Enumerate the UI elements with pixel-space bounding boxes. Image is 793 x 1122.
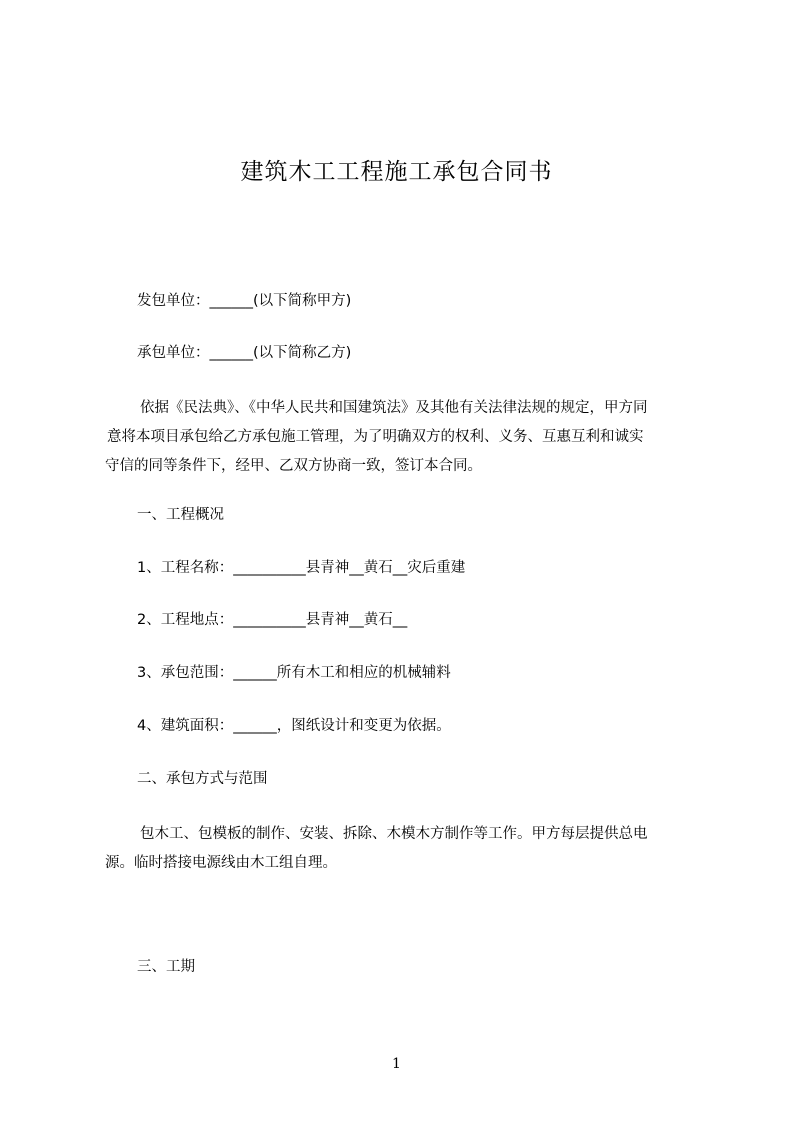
section-heading: 三、工期: [137, 959, 195, 975]
intro-paragraph: [105, 394, 701, 481]
project-item: 1、工程名称：__________县青神__黄石__灾后重建: [137, 560, 466, 576]
document-title: 建筑木工工程施工承包合同书: [240, 159, 553, 186]
section-heading: 二、承包方式与范围: [137, 771, 268, 787]
project-item: 2、工程地点：__________县青神__黄石__: [137, 612, 408, 628]
party-a-line: 发包单位：______(以下简称甲方): [137, 293, 352, 309]
intro-line: 守信的同等条件下，经甲、乙双方协商一致，签订本合同。: [105, 458, 482, 474]
section2-paragraph: [105, 820, 701, 878]
intro-line: 意将本项目承包给乙方承包施工管理，为了明确双方的权利、义务、互惠互利和诚实: [107, 429, 644, 445]
project-item: 4、建筑面积：______，图纸设计和变更为依据。: [137, 718, 451, 734]
party-b-line: 承包单位：______(以下简称乙方): [137, 345, 352, 361]
project-item: 3、承包范围：______所有木工和相应的机械辅料: [137, 665, 451, 681]
section2-line: 源。临时搭接电源线由木工组自理。: [105, 855, 337, 871]
section2-line: 包木工、包模板的制作、安装、拆除、木模木方制作等工作。甲方每层提供总电: [140, 826, 648, 842]
section-heading: 一、工程概况: [137, 507, 224, 523]
page-number: 1: [392, 1056, 401, 1072]
intro-line: 依据《民法典》、《中华人民共和国建筑法》及其他有关法律法规的规定，甲方同: [140, 400, 648, 416]
